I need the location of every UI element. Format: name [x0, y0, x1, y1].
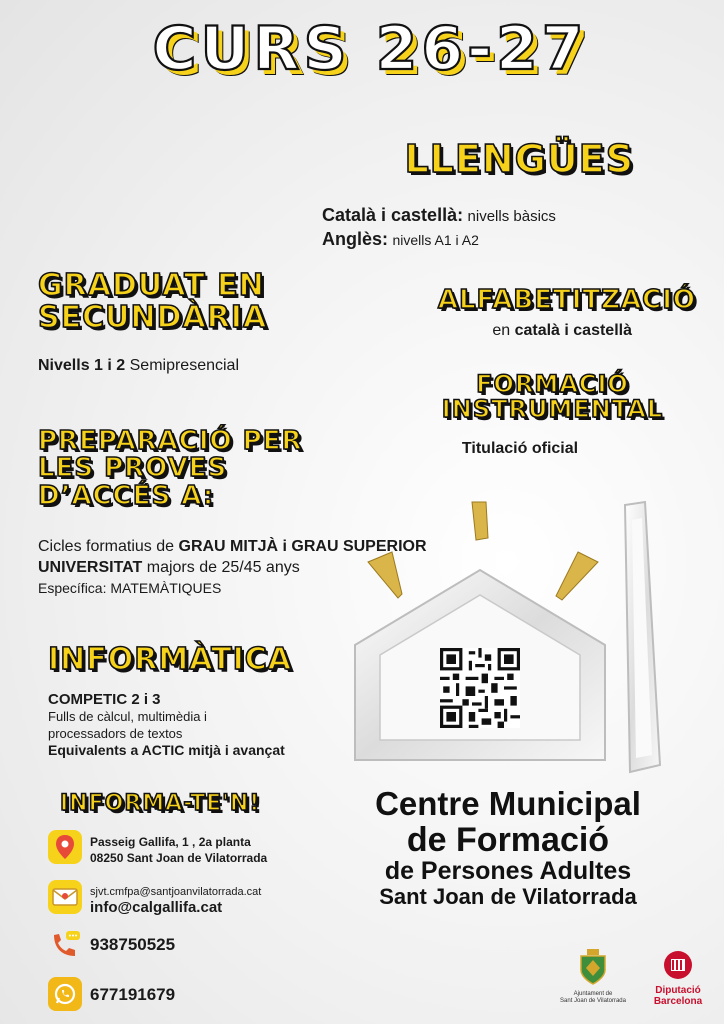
diputacio-line2: Barcelona — [653, 996, 703, 1007]
graduat-heading-line2: SECUNDÀRIA — [38, 299, 268, 335]
ajuntament-shield-icon — [578, 948, 608, 986]
formacio-heading-line2: INSTRUMENTAL — [441, 395, 664, 424]
informatica-line1: COMPETIC 2 i 3 — [48, 691, 161, 708]
graduat-subtitle — [38, 357, 239, 375]
map-pin-icon — [48, 830, 82, 864]
informatica-line2: Fulls de càlcul, multimèdia i — [48, 709, 207, 724]
informatica-heading: INFORMÀTICA — [48, 642, 292, 677]
house-decoration — [340, 490, 680, 790]
diputacio-emblem-icon — [663, 950, 693, 980]
centre-line3: de Persones Adultes — [384, 857, 632, 886]
preparacio-line1-bold: GRAU MITJÀ i GRAU SUPERIOR — [178, 538, 427, 555]
formacio-heading-line1: FORMACIÓ — [476, 370, 629, 398]
informatica-details — [48, 691, 285, 759]
centre-name — [338, 786, 678, 909]
graduat-sub-bold: Nivells 1 i 2 — [38, 357, 126, 374]
gold-piece-right — [556, 552, 598, 600]
llengues-line1-bold: Català i castellà: — [322, 205, 464, 225]
email-info-link[interactable]: info@calgallifa.cat — [90, 899, 223, 916]
address-line2: 08250 Sant Joan de Vilatorrada — [90, 851, 268, 865]
ajuntament-line2: Sant Joan de Vilatorrada — [560, 998, 626, 1004]
graduat-sub-rest: Semipresencial — [129, 357, 240, 374]
address-line1: Passeig Gallifa, 1 , 2a planta — [90, 835, 251, 849]
informatica-line4: Equivalents a ACTIC mitjà i avançat — [48, 742, 285, 758]
preparacio-heading-line1: PREPARACIÓ PER — [38, 426, 303, 456]
graduat-heading — [38, 270, 267, 333]
alfabetitzacio-sub-bold: català i castellà — [514, 322, 632, 339]
centre-line4: Sant Joan de Vilatorrada — [379, 884, 637, 910]
alfabetitzacio-subtitle — [492, 322, 632, 340]
phone-number[interactable]: 938750525 — [90, 935, 176, 954]
email-cmfpa-link[interactable]: sjvt.cmfpa@santjoanvilatorrada.cat — [90, 886, 262, 898]
preparacio-line2-rest: majors de 25/45 anys — [146, 559, 300, 576]
contact-heading: INFORMA-TE'N! — [60, 791, 261, 816]
llengues-line2-rest: nivells A1 i A2 — [392, 232, 479, 248]
centre-line1: Centre Municipal — [375, 785, 641, 822]
preparacio-line1-pre: Cicles formatius de — [38, 538, 175, 555]
ajuntament-line1: Ajuntament de — [573, 991, 613, 997]
preparacio-heading-line3: D’ACCÉS A: — [38, 480, 215, 511]
poster-title: CURS 26-27 — [152, 14, 588, 84]
alfabetitzacio-heading: ALFABETITZACIÓ — [437, 285, 696, 315]
llengues-details — [322, 204, 556, 252]
address — [90, 834, 267, 866]
qr-code[interactable] — [440, 648, 520, 728]
formacio-heading — [420, 372, 685, 422]
graduat-heading-line1: GRADUAT EN — [38, 268, 265, 303]
preparacio-heading — [38, 428, 303, 510]
llengues-heading: LLENGÜES — [404, 137, 634, 181]
llengues-line2-bold: Anglès: — [322, 229, 389, 249]
phone-icon — [48, 928, 82, 962]
ajuntament-logo — [558, 948, 628, 1005]
formacio-subtitle: Titulació oficial — [461, 440, 579, 457]
centre-line2: de Formació — [406, 820, 610, 859]
gold-piece-center — [472, 502, 488, 540]
email-icon — [48, 880, 82, 914]
whatsapp-number[interactable]: 677191679 — [90, 985, 176, 1004]
diputacio-line1: Diputació — [655, 985, 701, 996]
preparacio-line3: Específica: MATEMÀTIQUES — [38, 580, 222, 596]
preparacio-line2-bold: UNIVERSITAT — [38, 559, 143, 576]
diputacio-logo — [640, 950, 716, 1007]
whatsapp-icon — [48, 977, 82, 1011]
alfabetitzacio-sub-pre: en — [492, 322, 511, 339]
preparacio-heading-line2: LES PROVES — [38, 453, 228, 484]
informatica-line3: processadors de textos — [48, 726, 183, 741]
emails — [90, 884, 261, 916]
preparacio-details — [38, 536, 427, 599]
llengues-line1-rest: nivells bàsics — [467, 208, 556, 225]
